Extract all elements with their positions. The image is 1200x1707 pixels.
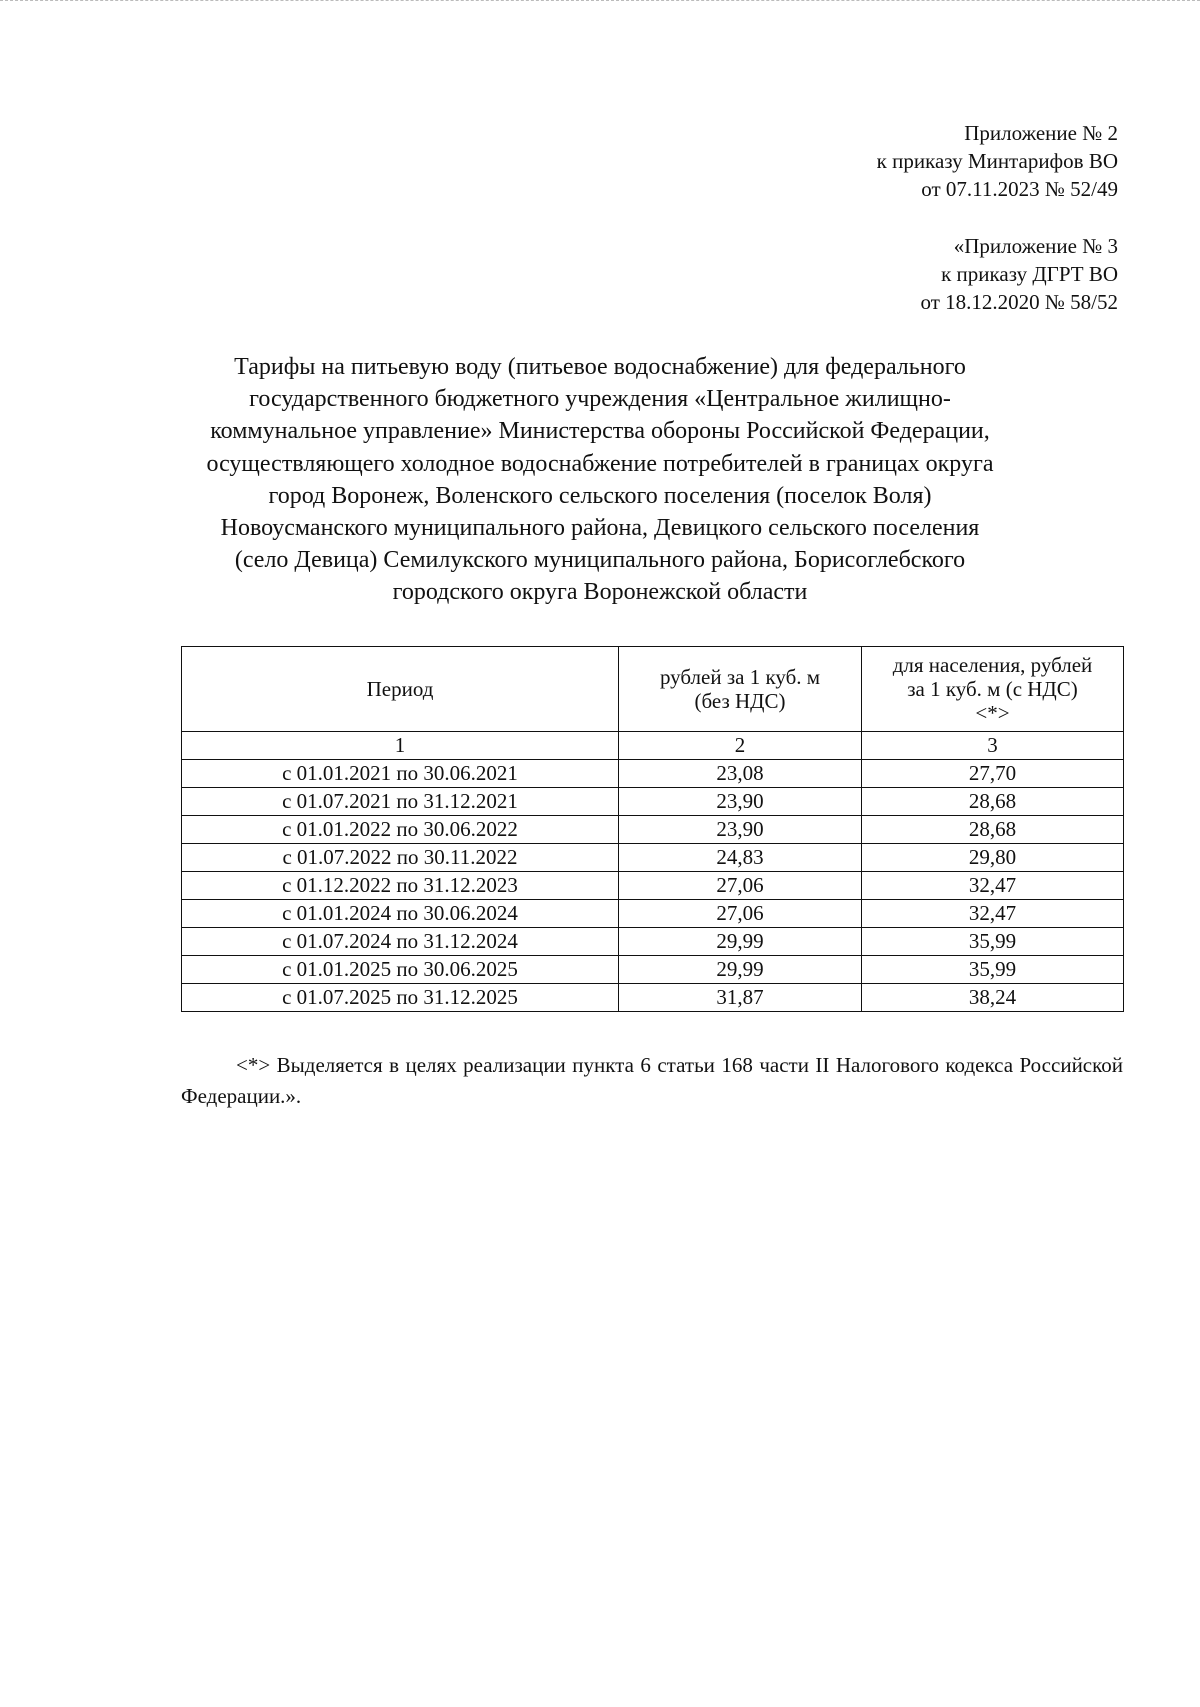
cell-price-with-vat: 28,68 — [862, 788, 1124, 816]
cell-price-with-vat: 32,47 — [862, 872, 1124, 900]
annex-line: Приложение № 2 — [964, 121, 1118, 145]
title-line: город Воронеж, Воленского сельского поселения (поселок Воля) — [268, 482, 932, 509]
cell-price-no-vat: 23,90 — [619, 788, 862, 816]
header-line: рублей за 1 куб. м — [659, 665, 821, 689]
annex-reference-current — [877, 119, 1118, 203]
annex-line: к приказу Минтарифов ВО — [876, 149, 1118, 173]
scan-edge-line — [0, 0, 1200, 1]
column-number: 1 — [182, 732, 619, 760]
cell-price-no-vat: 23,90 — [619, 816, 862, 844]
header-period-label: Период — [366, 677, 434, 701]
title-line: Новоусманского муниципального района, Девицкого сельского поселения — [220, 515, 980, 542]
table-row — [182, 956, 1124, 984]
cell-period: с 01.07.2021 по 31.12.2021 — [182, 788, 619, 816]
table-row — [182, 984, 1124, 1012]
footnote: <*> Выделяется в целях реализации пункта 6 статьи 168 части II Налогового кодекса Российской Федерации.». — [181, 1053, 1123, 1108]
cell-price-no-vat: 31,87 — [619, 984, 862, 1012]
table-header-row — [182, 647, 1124, 732]
cell-price-no-vat: 29,99 — [619, 956, 862, 984]
cell-price-with-vat: 35,99 — [862, 928, 1124, 956]
column-number: 2 — [619, 732, 862, 760]
header-line: для населения, рублей — [892, 653, 1093, 677]
cell-period: с 01.07.2024 по 31.12.2024 — [182, 928, 619, 956]
table-row — [182, 788, 1124, 816]
title-line: городского округа Воронежской области — [392, 579, 808, 606]
table-row — [182, 844, 1124, 872]
cell-price-with-vat: 27,70 — [862, 760, 1124, 788]
column-number: 3 — [862, 732, 1124, 760]
title-line: коммунальное управление» Министерства обороны Российской Федерации, — [210, 418, 990, 445]
cell-period: с 01.12.2022 по 31.12.2023 — [182, 872, 619, 900]
title-line: (село Девица) Семилукского муниципального района, Борисоглебского — [234, 547, 966, 574]
table-row — [182, 816, 1124, 844]
annex-line: от 18.12.2020 № 58/52 — [920, 290, 1118, 314]
cell-price-no-vat: 24,83 — [619, 844, 862, 872]
header-price-no-vat — [619, 647, 862, 732]
cell-period: с 01.01.2024 по 30.06.2024 — [182, 900, 619, 928]
cell-period: с 01.01.2021 по 30.06.2021 — [182, 760, 619, 788]
header-line: <*> — [975, 701, 1010, 725]
table-row — [182, 760, 1124, 788]
cell-period: с 01.07.2025 по 31.12.2025 — [182, 984, 619, 1012]
table-row — [182, 900, 1124, 928]
title-line: осуществляющего холодное водоснабжение потребителей в границах округа — [206, 450, 994, 477]
annex-line: «Приложение № 3 — [953, 234, 1118, 258]
title-line: государственного бюджетного учреждения «Центральное жилищно- — [249, 386, 951, 413]
cell-price-with-vat: 38,24 — [862, 984, 1124, 1012]
cell-period: с 01.07.2022 по 30.11.2022 — [182, 844, 619, 872]
cell-price-with-vat: 32,47 — [862, 900, 1124, 928]
table-row — [182, 872, 1124, 900]
document-title — [150, 351, 1050, 609]
title-line: Тарифы на питьевую воду (питьевое водоснабжение) для федерального — [234, 354, 966, 380]
annex-line: к приказу ДГРТ ВО — [941, 262, 1118, 286]
tariff-table — [181, 646, 1124, 1012]
cell-price-no-vat: 27,06 — [619, 900, 862, 928]
header-period — [182, 647, 619, 732]
cell-period: с 01.01.2025 по 30.06.2025 — [182, 956, 619, 984]
cell-period: с 01.01.2022 по 30.06.2022 — [182, 816, 619, 844]
annex-reference-original — [920, 232, 1118, 316]
cell-price-no-vat: 27,06 — [619, 872, 862, 900]
table-row — [182, 928, 1124, 956]
cell-price-with-vat: 35,99 — [862, 956, 1124, 984]
header-line: (без НДС) — [694, 689, 786, 713]
header-price-with-vat — [862, 647, 1124, 732]
cell-price-no-vat: 23,08 — [619, 760, 862, 788]
cell-price-with-vat: 29,80 — [862, 844, 1124, 872]
cell-price-no-vat: 29,99 — [619, 928, 862, 956]
column-number-row — [182, 732, 1124, 760]
header-line: за 1 куб. м (с НДС) — [907, 677, 1078, 701]
cell-price-with-vat: 28,68 — [862, 816, 1124, 844]
annex-line: от 07.11.2023 № 52/49 — [921, 177, 1118, 201]
